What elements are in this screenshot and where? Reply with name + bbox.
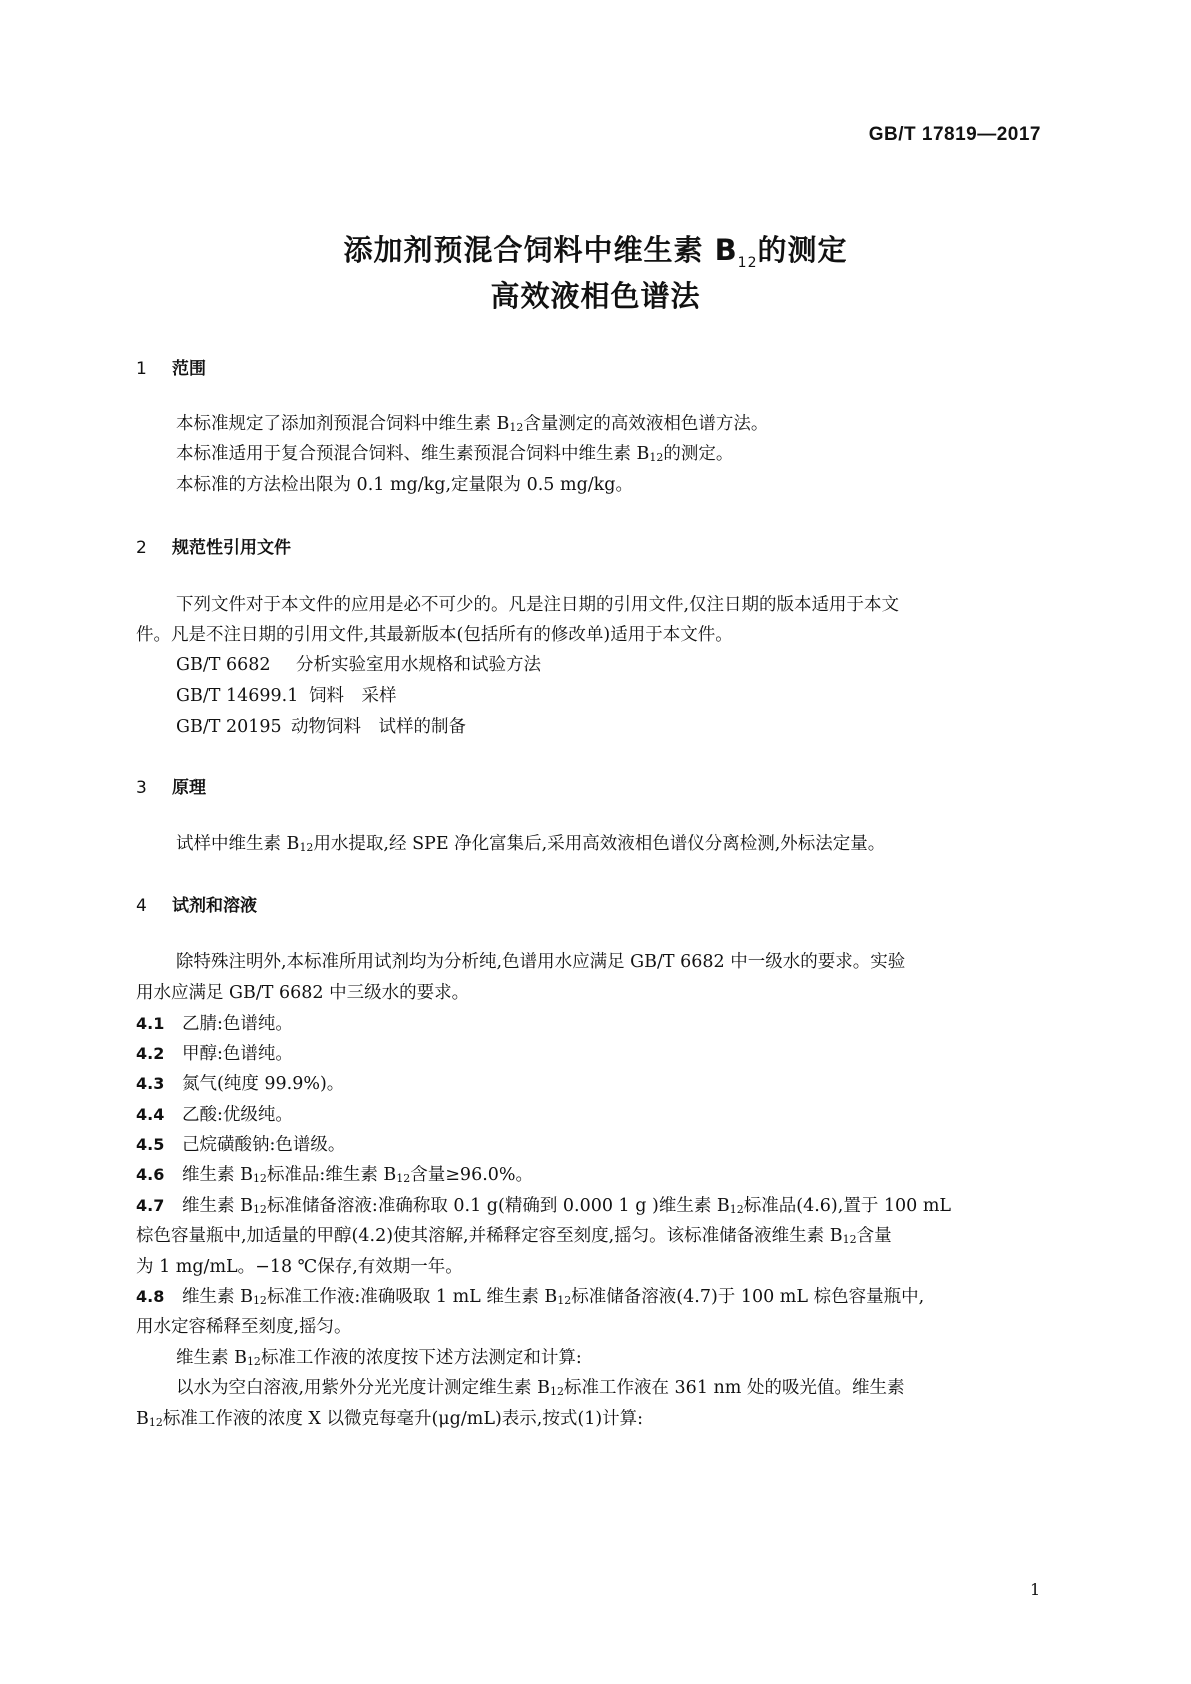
list-item [136, 1282, 924, 1316]
text-run: 饲料 采样 [309, 686, 397, 706]
text-run: 用水提取,经 SPE 净化富集后,采用高效液相色谱仪分离检测,外标法定量。 [313, 834, 886, 854]
paragraph [176, 439, 733, 473]
text-run: 标准工作液:准确吸取 1 mL 维生素 B [266, 1287, 558, 1307]
text-run: 12 [649, 451, 664, 464]
section-number: 4 [136, 896, 147, 916]
section-title: 范围 [172, 359, 206, 379]
text-run: 己烷磺酸钠:色谱级。 [182, 1135, 346, 1155]
paragraph [176, 409, 768, 443]
reference-item [176, 650, 541, 680]
text-run: 维生素 B [182, 1287, 253, 1307]
section-title: 规范性引用文件 [172, 538, 291, 558]
list-item [136, 1009, 293, 1039]
text-run: 4.3 [136, 1074, 165, 1093]
text-run: 本标准适用于复合预混合饲料、维生素预混合饲料中维生素 B [176, 444, 650, 464]
paragraph-continuation [136, 1404, 643, 1438]
text-run: 12 [549, 1385, 564, 1398]
text-run: 的测定。 [663, 444, 734, 464]
text-run: 12 [148, 1416, 163, 1429]
text-run: 4.2 [136, 1044, 165, 1063]
paragraph: 用水应满足 GB/T 6682 中三级水的要求。 [136, 983, 470, 1003]
text-run: 维生素 B [182, 1165, 253, 1185]
text-run: 4.8 [136, 1287, 165, 1306]
text-run: 乙酸:优级纯。 [182, 1105, 293, 1125]
list-item [136, 1191, 951, 1225]
list-item [136, 1160, 533, 1194]
section-heading-4 [136, 891, 257, 916]
text-run: 氮气(纯度 99.9%)。 [182, 1074, 345, 1094]
section-title: 试剂和溶液 [172, 896, 257, 916]
page-number: 1 [1030, 1580, 1041, 1599]
text-run: 标准工作液在 361 nm 处的吸光值。维生素 [563, 1378, 905, 1398]
list-item [136, 1130, 345, 1160]
list-item [136, 1100, 293, 1130]
text-run: 标准储备溶液:准确称取 0.1 g(精确到 0.000 1 g )维生素 B [266, 1196, 730, 1216]
text-run: 标准储备溶液(4.7)于 100 mL 棕色容量瓶中, [571, 1287, 925, 1307]
paragraph-continuation [136, 1221, 892, 1255]
text-run: 甲醇:色谱纯。 [182, 1044, 293, 1064]
text-run: 12 [396, 1172, 411, 1185]
reference-item [176, 681, 397, 711]
text-run: 分析实验室用水规格和试验方法 [296, 655, 541, 675]
paragraph [176, 1343, 582, 1377]
paragraph: 件。凡是不注日期的引用文件,其最新版本(包括所有的修改单)适用于本文件。 [136, 625, 733, 645]
text-run: GB/T 20195 [176, 717, 282, 737]
section-number: 1 [136, 359, 147, 379]
paragraph [176, 1373, 904, 1407]
title-subscript: 12 [737, 254, 758, 271]
document-title-line-2: 高效液相色谱法 [490, 279, 701, 313]
text-run: 标准工作液的浓度按下述方法测定和计算: [260, 1348, 582, 1368]
text-run: 12 [299, 841, 314, 854]
text-run: 含量≥96.0%。 [410, 1165, 534, 1185]
text-run: 12 [842, 1233, 857, 1246]
paragraph: 下列文件对于本文件的应用是必不可少的。凡是注日期的引用文件,仅注日期的版本适用于本文 [176, 595, 900, 615]
text-run: 本标准规定了添加剂预混合饲料中维生素 B [176, 414, 510, 434]
section-number: 3 [136, 778, 147, 798]
title-text: 添加剂预混合饲料中维生素 B [343, 233, 738, 267]
text-run: 12 [729, 1203, 744, 1216]
section-heading-2 [136, 533, 291, 558]
text-run: 12 [252, 1203, 267, 1216]
text-run: 棕色容量瓶中,加适量的甲醇(4.2)使其溶解,并稀释定容至刻度,摇匀。该标准储备液维生素 B [136, 1226, 843, 1246]
section-heading-1 [136, 354, 206, 379]
title-text: 的测定 [757, 233, 848, 267]
section-number: 2 [136, 538, 147, 558]
paragraph: 除特殊注明外,本标准所用试剂均为分析纯,色谱用水应满足 GB/T 6682 中一级水的要求。实验 [176, 952, 906, 972]
text-run: 动物饲料 试样的制备 [291, 717, 466, 737]
text-run: 试样中维生素 B [176, 834, 300, 854]
text-run: GB/T 6682 [176, 655, 271, 675]
text-run: 4.5 [136, 1135, 165, 1154]
text-run: 维生素 B [182, 1196, 253, 1216]
text-run: 4.7 [136, 1196, 165, 1215]
text-run: 标准工作液的浓度 X 以微克每毫升(μg/mL)表示,按式(1)计算: [162, 1409, 644, 1429]
text-run: GB/T 14699.1 [176, 686, 299, 706]
text-run: 4.1 [136, 1014, 165, 1033]
text-run: B [136, 1409, 149, 1429]
text-run: 维生素 B [176, 1348, 247, 1368]
text-run: 含量 [856, 1226, 892, 1246]
section-title: 原理 [172, 778, 206, 798]
text-run: 以水为空白溶液,用紫外分光光度计测定维生素 B [176, 1378, 550, 1398]
standard-number: GB/T 17819—2017 [868, 124, 1041, 145]
paragraph-continuation: 用水定容稀释至刻度,摇匀。 [136, 1317, 352, 1337]
text-run: 12 [509, 421, 524, 434]
reference-item [176, 712, 466, 742]
text-run: 4.6 [136, 1165, 165, 1184]
text-run: 含量测定的高效液相色谱方法。 [523, 414, 769, 434]
text-run: 12 [557, 1294, 572, 1307]
section-heading-3 [136, 773, 206, 798]
list-item [136, 1039, 293, 1069]
paragraph [176, 829, 885, 863]
text-run: 4.4 [136, 1105, 165, 1124]
text-run: 12 [252, 1172, 267, 1185]
list-item [136, 1069, 344, 1099]
document-title-line-1 [0, 228, 1191, 271]
text-run: 12 [246, 1355, 261, 1368]
text-run: 乙腈:色谱纯。 [182, 1014, 293, 1034]
text-run: 12 [252, 1294, 267, 1307]
text-run: 标准品(4.6),置于 100 mL [743, 1196, 952, 1216]
paragraph-continuation: 为 1 mg/mL。−18 ℃保存,有效期一年。 [136, 1257, 463, 1277]
paragraph: 本标准的方法检出限为 0.1 mg/kg,定量限为 0.5 mg/kg。 [176, 475, 633, 495]
text-run: 标准品:维生素 B [266, 1165, 397, 1185]
